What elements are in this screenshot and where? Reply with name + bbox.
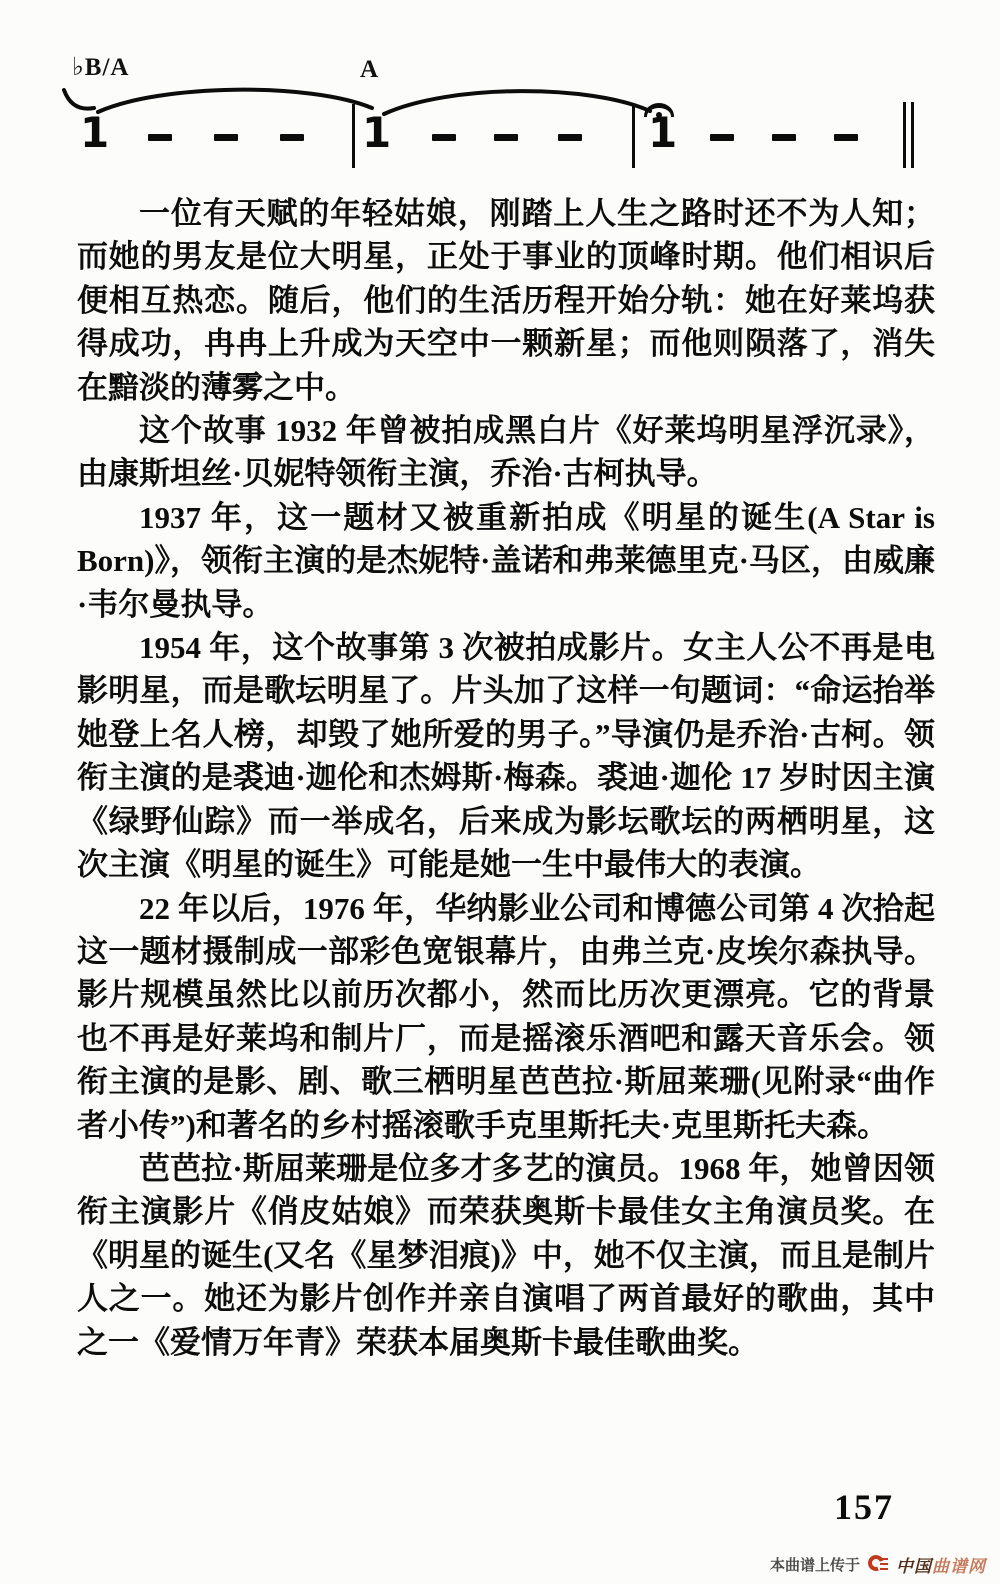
site-name-part2: 曲谱网 [932,1556,986,1576]
note-number-3: 1 [648,108,678,157]
note-number-2: 1 [362,108,392,157]
paragraph-1937-version: 1937 年，这一题材又被重新拍成《明星的诞生(A Star is Born)》，领衔主演的是杰妮特·盖诺和弗莱德里克·马区，由威廉·韦尔曼执导。 [77,499,935,622]
barline [352,104,355,168]
site-name [896,1552,986,1577]
chord-label-A: A [360,56,380,83]
story-text-block [77,192,935,1364]
duration-dash [710,134,734,141]
slur-arc-2 [384,91,650,114]
logo-staffline [880,1568,888,1570]
site-logo-icon [868,1554,888,1574]
logo-staffline [880,1558,888,1560]
site-name-part1: 中国 [896,1556,932,1576]
barline [632,104,635,168]
page-number: 157 [834,1487,894,1527]
duration-dash [280,134,304,141]
note-number-1: 1 [80,108,110,157]
duration-dash [772,134,796,141]
paragraph-streisand: 芭芭拉·斯屈莱珊是位多才多艺的演员。1968 年，她曾因领衔主演影片《俏皮姑娘》而荣获奥斯卡最佳女主角演员奖。在《明星的诞生(又名《星梦泪痕)》中，她不仅主演，而且是制片人之一。她还为影片创作并亲自演唱了两首最好的歌曲，其中之一《爱情万年青》荣获本届奥斯卡最佳歌曲奖。 [77,1150,935,1360]
footer-watermark [770,1551,986,1577]
paragraph-1954-version: 1954 年，这个故事第 3 次被拍成影片。女主人公不再是电影明星，而是歌坛明星了。片头加了这样一句题词：“命运抬举她登上名人榜，却毁了她所爱的男子。”导演仍是乔治·古柯。领衔主演的是裘迪·迦伦和杰姆斯·梅森。裘迪·迦伦 17 岁时因主演《绿野仙踪》而一举成名，后来成为影坛歌坛的两栖明星，这次主演《明星的诞生》可能是她一生中最伟大的表演。 [77,630,935,883]
slur-tie-arcs [0,0,1000,185]
paragraph-1976-version: 22 年以后，1976 年，华纳影业公司和博德公司第 4 次拾起这一题材摄制成一部彩色宽银幕片，由弗兰克·皮埃尔森执导。影片规模虽然比以前历次都小，然而比历次更漂亮。它的背景也不再是好莱坞和制片厂，而是摇滚乐酒吧和露天音乐会。领衔主演的是影、剧、歌三栖明星芭芭拉·斯屈莱珊(见附录“曲作者小传”)和著名的乡村摇滚歌手克里斯托夫·克里斯托夫森。 [77,890,935,1143]
slur-arc-1 [98,90,372,112]
paragraph-1932-version: 这个故事 1932 年曾被拍成黑白片《好莱坞明星浮沉录》，由康斯坦丝·贝妮特领衔主演，乔治·古柯执导。 [77,413,935,492]
music-notation-staff [0,0,1000,185]
final-double-barline [911,102,914,168]
duration-dash [494,134,518,141]
final-double-barline [903,102,906,168]
chord-label-bBA: ♭B/A [72,54,130,81]
upload-note-text: 本曲谱上传于 [769,1556,860,1574]
duration-dash [148,134,172,141]
tie-end-arc [64,90,94,109]
duration-dash [558,134,582,141]
duration-dash [214,134,238,141]
logo-staffline [880,1563,888,1565]
paragraph-intro: 一位有天赋的年轻姑娘，刚踏上人生之路时还不为人知；而她的男友是位大明星，正处于事业的顶峰时期。他们相识后便相互热恋。随后，他们的生活历程开始分轨：她在好莱坞获得成功，冉冉上升成为天空中一颗新星；而他则陨落了，消失在黯淡的薄雾之中。 [77,196,935,405]
duration-dash [432,134,456,141]
duration-dash [834,134,858,141]
